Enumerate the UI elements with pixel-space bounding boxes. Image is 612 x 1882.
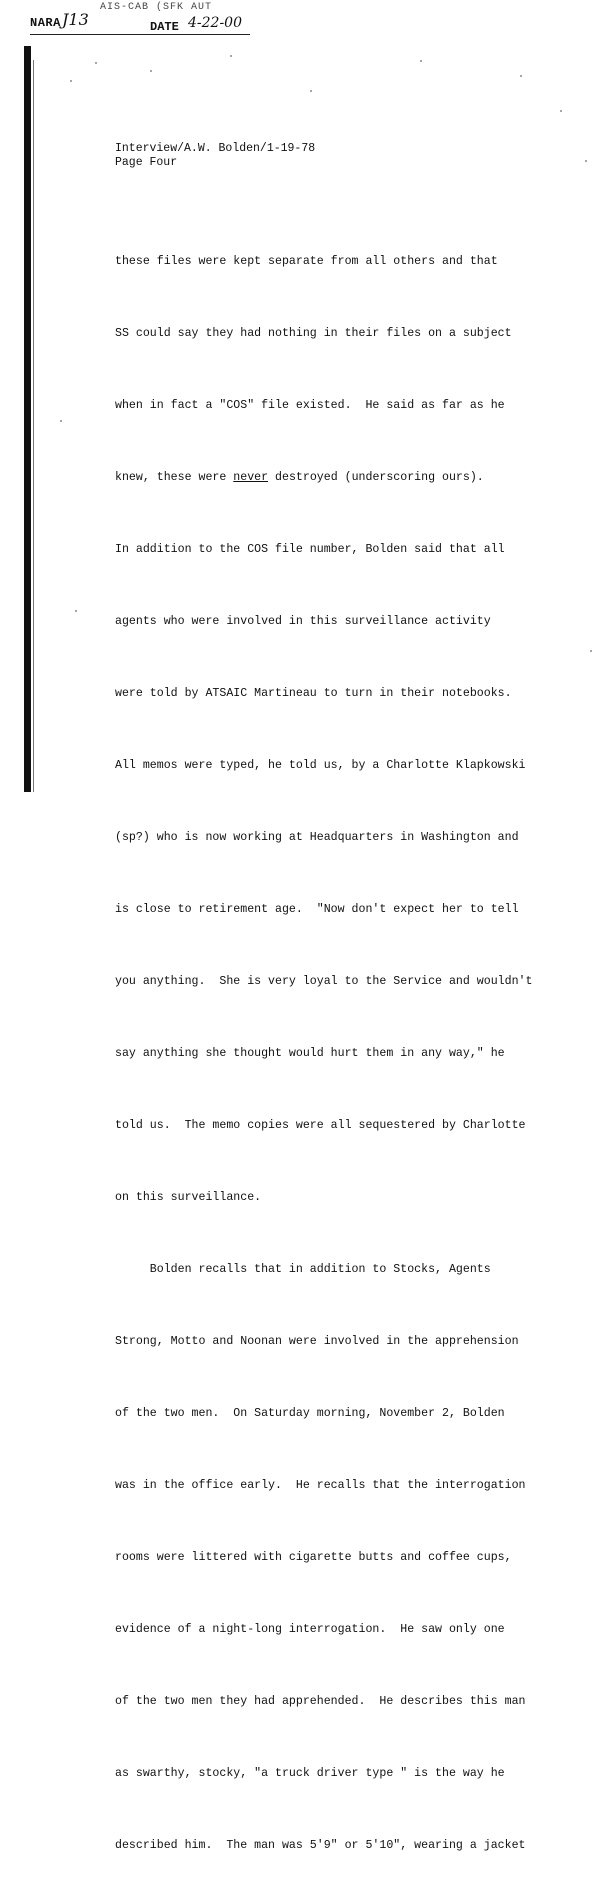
speckle [520,75,522,77]
body-line: was in the office early. He recalls that the interrogation [115,1479,526,1492]
declassification-stamp [0,0,612,40]
body-line: when in fact a "COS" file existed. He said as far as he [115,399,505,412]
body-line: evidence of a night-long interrogation. He saw only one [115,1623,505,1636]
stamp-top-line: AIS-CAB (SFK AUT [100,2,213,13]
document-body [115,202,595,1882]
body-line: as swarthy, stocky, "a truck driver type " is the way he [115,1767,505,1780]
nara-label: NARA [30,16,61,30]
speckle [585,160,587,162]
date-label: DATE [150,20,179,34]
document-header [115,142,315,170]
body-line: rooms were littered with cigarette butts and coffee cups, [115,1551,512,1564]
body-line: told us. The memo copies were all sequestered by Charlotte [115,1119,526,1132]
body-line: say anything she thought would hurt them in any way," he [115,1047,505,1060]
speckle [560,110,562,112]
body-line: (sp?) who is now working at Headquarters in Washington and [115,831,519,844]
nara-value: J13 [62,10,89,29]
body-line-start: knew, these were [115,471,234,484]
speckle [310,90,312,92]
speckle [230,55,232,57]
body-line: agents who were involved in this surveillance activity [115,615,491,628]
underlined-word: never [233,471,269,484]
speckle [75,610,77,612]
page-number: Page Four [115,156,178,169]
body-line: these files were kept separate from all others and that [115,255,498,268]
body-line: Strong, Motto and Noonan were involved in the apprehension [115,1335,519,1348]
date-value: 4-22-00 [188,15,242,31]
body-line: SS could say they had nothing in their files on a subject [115,327,512,340]
body-line [115,466,595,490]
speckle [150,70,152,72]
interview-title: Interview/A.W. Bolden/1-19-78 [115,142,316,155]
body-line: on this surveillance. [115,1191,262,1204]
body-line: described him. The man was 5'9" or 5'10", wearing a jacket [115,1839,526,1852]
body-line: is close to retirement age. "Now don't expect her to tell [115,903,519,916]
body-line: of the two men. On Saturday morning, November 2, Bolden [115,1407,505,1420]
body-line: All memos were typed, he told us, by a Charlotte Klapkowski [115,759,526,772]
speckle [420,60,422,62]
scan-edge-bar [24,46,31,792]
body-line: were told by ATSAIC Martineau to turn in their notebooks. [115,687,512,700]
body-line: Bolden recalls that in addition to Stocks, Agents [115,1263,491,1276]
stamp-rule [30,34,250,35]
speckle [70,80,72,82]
body-line: In addition to the COS file number, Bolden said that all [115,543,505,556]
speckle [60,420,62,422]
speckle [95,62,97,64]
scan-edge-line [33,60,34,792]
body-line-end: destroyed (underscoring ours). [268,471,484,484]
body-line: of the two men they had apprehended. He describes this man [115,1695,526,1708]
body-line: you anything. She is very loyal to the Service and wouldn't [115,975,533,988]
